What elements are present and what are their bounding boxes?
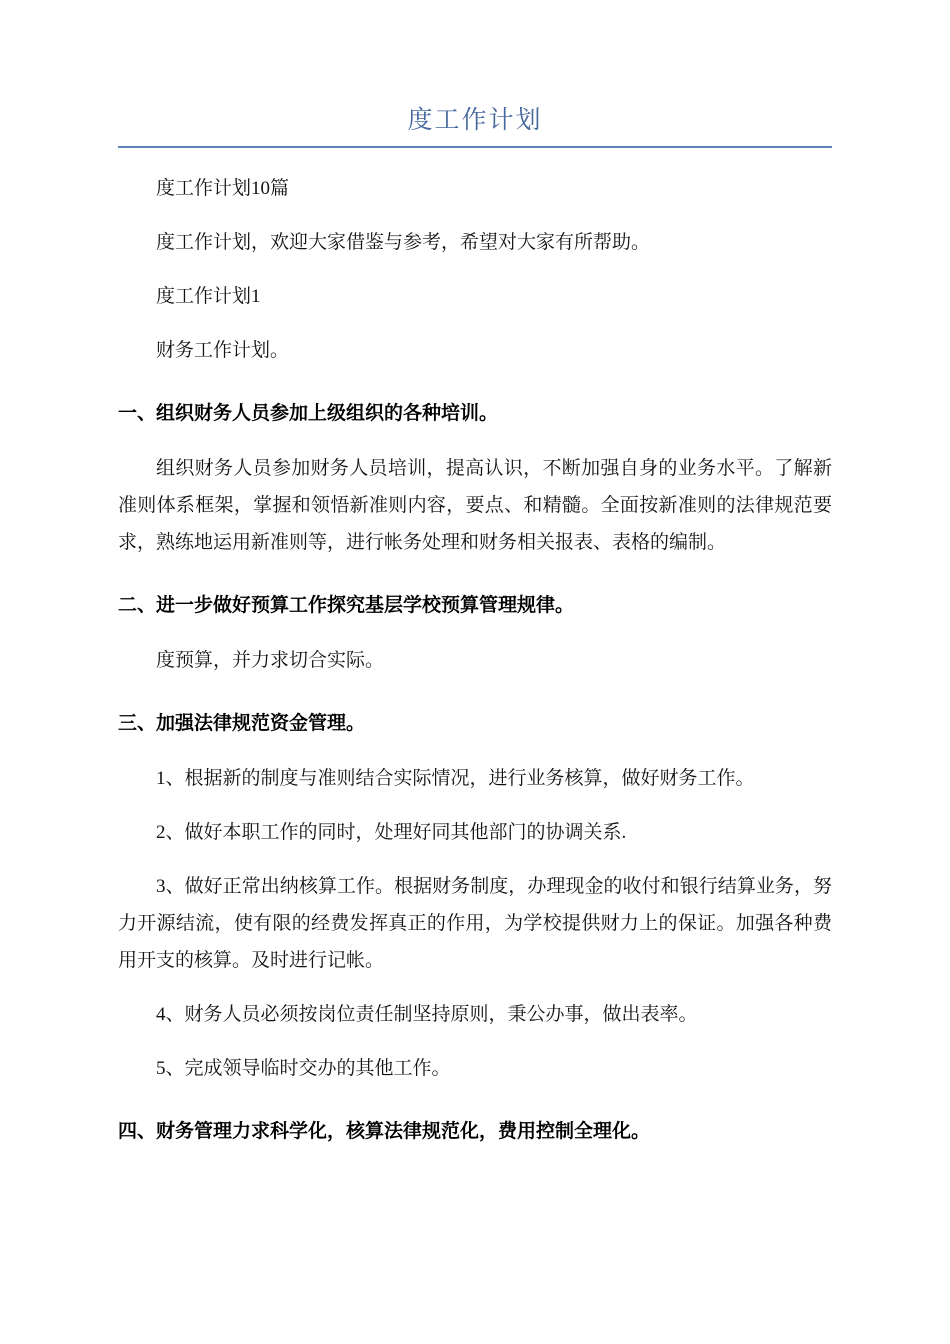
section-heading: 四、财务管理力求科学化，核算法律规范化，费用控制全理化。 bbox=[118, 1121, 651, 1142]
paragraph: 度预算，并力求切合实际。 bbox=[156, 650, 385, 671]
section-heading: 三、加强法律规范资金管理。 bbox=[118, 713, 366, 734]
paragraph: 度工作计划1 bbox=[156, 286, 261, 307]
section-heading: 一、组织财务人员参加上级组织的各种培训。 bbox=[118, 403, 499, 424]
document-title: 度工作计划 bbox=[407, 107, 543, 134]
document-body bbox=[118, 170, 832, 1150]
paragraph: 3、做好正常出纳核算工作。根据财务制度，办理现金的收付和银行结算业务，努力开源结流，使有限的经费发挥真正的作用，为学校提供财力上的保证。加强各种费用开支的核算。及时进行记帐。 bbox=[118, 876, 832, 971]
paragraph: 2、做好本职工作的同时，处理好同其他部门的协调关系. bbox=[156, 822, 627, 843]
paragraph: 5、完成领导临时交办的其他工作。 bbox=[156, 1058, 451, 1079]
paragraph: 4、财务人员必须按岗位责任制坚持原则，秉公办事，做出表率。 bbox=[156, 1004, 698, 1025]
paragraph: 度工作计划，欢迎大家借鉴与参考，希望对大家有所帮助。 bbox=[156, 232, 651, 253]
paragraph: 财务工作计划。 bbox=[156, 340, 290, 361]
paragraph: 1、根据新的制度与准则结合实际情况，进行业务核算，做好财务工作。 bbox=[156, 768, 755, 789]
title-divider bbox=[118, 146, 832, 148]
paragraph: 组织财务人员参加财务人员培训，提高认识，不断加强自身的业务水平。了解新准则体系框架，掌握和领悟新准则内容，要点、和精髓。全面按新准则的法律规范要求，熟练地运用新准则等，进行帐务处理和财务相关报表、表格的编制。 bbox=[118, 458, 832, 553]
section-heading: 二、进一步做好预算工作探究基层学校预算管理规律。 bbox=[118, 595, 575, 616]
paragraph: 度工作计划10篇 bbox=[156, 178, 290, 199]
